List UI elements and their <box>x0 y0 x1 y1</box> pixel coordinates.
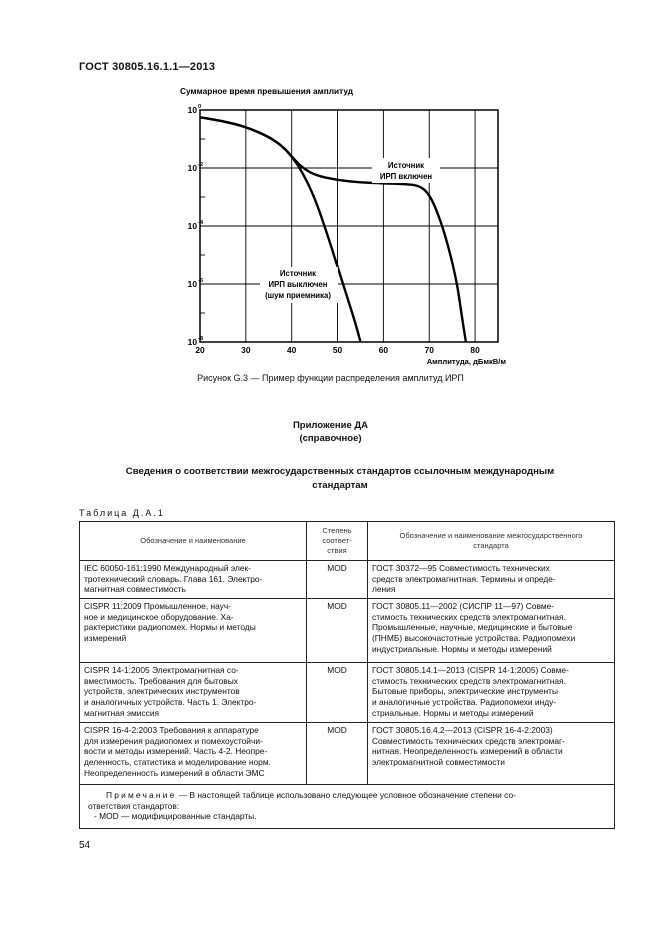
table-row <box>80 599 615 663</box>
cell-line: нитная. Неопределенность измерений в области <box>372 746 563 757</box>
header-degree-line: ствия <box>327 546 347 555</box>
cell-degree: MOD <box>307 561 368 599</box>
table-header-row <box>80 522 615 561</box>
section-title <box>90 465 590 493</box>
note-item: - MOD — модифицированные стандарты. <box>94 811 257 822</box>
cell-degree: MOD <box>307 723 368 785</box>
cell-line: (ПНМБ) высокочастотные устройства. Радиопомехи <box>372 633 576 644</box>
cell-line: Совместимость технических средств электромаг- <box>372 735 565 746</box>
y-tick-label: 10 <box>187 105 197 115</box>
cell-line: деленность, статистика и моделирование норм. <box>84 757 271 768</box>
note-text-first: — В настоящей таблице использовано следующее условное обозначение степени со- <box>178 790 516 800</box>
cell-line: стриальные. Нормы и методы измерений <box>372 707 534 718</box>
cell-line: ления <box>372 584 396 595</box>
series-curve-source-on <box>200 117 466 342</box>
series-label-on-line1: Источник <box>387 161 425 170</box>
x-tick-label: 50 <box>332 345 343 355</box>
chart-title: Суммарное время превышения амплитуд <box>180 86 354 96</box>
y-tick-label: 10 <box>187 221 197 231</box>
cell-line: индустриальные. Нормы и методы измерений <box>372 643 552 654</box>
cell-line: устройств, электрических инструментов <box>84 686 240 697</box>
y-tick-exponent: -4 <box>198 220 204 226</box>
correspondence-table <box>79 521 615 829</box>
table-caption: Таблица Д.А.1 <box>79 508 165 518</box>
y-tick-exponent: -2 <box>198 162 204 168</box>
chart-x-axis-label: Амплитуда, дБмкВ/м <box>426 357 506 366</box>
cell-national <box>368 723 615 785</box>
figure-caption: Рисунок G.3 — Пример функции распределения амплитуд ИРП <box>197 373 464 383</box>
cell-line: стимость технических средств электромагнитная. <box>372 611 566 622</box>
cell-line: для измерения радиопомех и помехоустойчи- <box>84 735 263 746</box>
table-note-row <box>80 785 615 829</box>
series-label-on-line2: ИРП включен <box>379 172 433 181</box>
series-label-off-line2: ИРП выключен <box>268 280 328 289</box>
note-line1 <box>106 790 606 801</box>
cell-line: CISPR 11:2009 Промышленное, науч- <box>84 601 232 611</box>
cell-line: Неопределенность измерений в области ЭМС <box>84 767 265 778</box>
cell-line: Бытовые приборы, электрические инструменты <box>372 686 559 697</box>
x-tick-label: 80 <box>470 345 480 355</box>
chart-grid <box>200 110 498 342</box>
cell-line: CISPR 14-1:2005 Электромагнитная со- <box>84 665 239 675</box>
cell-line: вместимость. Требования для бытовых <box>84 675 238 686</box>
table-row <box>80 561 615 599</box>
cell-line: тротехнический словарь. Глава 161. Электро- <box>84 573 263 584</box>
y-tick-label: 10 <box>187 163 197 173</box>
y-tick-label: 10 <box>187 279 197 289</box>
series-label-on <box>372 158 440 183</box>
cell-intl <box>80 599 307 663</box>
chart-curves <box>200 117 466 342</box>
y-tick-exponent: 0 <box>198 104 202 110</box>
cell-line: магнитная совместимость <box>84 584 186 595</box>
x-tick-label: 30 <box>241 345 251 355</box>
cell-line: и аналогичных устройств. Часть 1. Электро- <box>84 697 257 708</box>
cell-degree: MOD <box>307 663 368 723</box>
y-tick-exponent: -6 <box>198 278 204 284</box>
cell-line: вости и методы измерений. Часть 4-2. Неопре- <box>84 746 268 757</box>
amplitude-distribution-chart <box>170 82 520 368</box>
x-tick-label: 40 <box>287 345 297 355</box>
series-curve-source-off <box>200 117 360 342</box>
annex-heading <box>0 419 661 445</box>
cell-line: магнитная эмиссия <box>84 707 160 718</box>
header-national-line: стандарта <box>473 541 509 550</box>
chart-ticks <box>188 104 480 355</box>
cell-line: ГОСТ 30805.11—2002 (СИСПР 11—97) Совме- <box>372 601 555 611</box>
series-label-off-line3: (шум приемника) <box>265 291 331 300</box>
x-tick-label: 20 <box>195 345 205 355</box>
section-title-line2: стандартам <box>312 480 368 491</box>
header-degree <box>307 522 368 561</box>
annex-subtitle: (справочное) <box>299 433 362 444</box>
series-label-off <box>260 267 338 303</box>
cell-degree: MOD <box>307 599 368 663</box>
cell-line: ГОСТ 30805.16.4.2—2013 (CISPR 16-4-2:2003) <box>372 725 553 735</box>
note-text-second: ответствия стандартов: <box>88 800 180 811</box>
x-tick-label: 60 <box>378 345 389 355</box>
section-title-line1: Сведения о соответствии межгосударственных стандартов ссылочным международным <box>125 466 555 477</box>
cell-line: CISPR 16-4-2:2003 Требования к аппаратуре <box>84 725 259 735</box>
header-degree-line: Степень <box>322 526 352 535</box>
cell-line: ное и медицинское оборудование. Ха- <box>84 611 234 622</box>
cell-line: ГОСТ 30805.14.1—2013 (CISPR 14-1:2005) Совме- <box>372 665 569 675</box>
table-note <box>80 785 615 829</box>
cell-national <box>368 663 615 723</box>
cell-line: средств электромагнитная. Термины и опреде- <box>372 573 556 584</box>
cell-intl <box>80 561 307 599</box>
note-label: Примечание <box>106 790 177 800</box>
header-national-line: Обозначение и наименование межгосударственного <box>399 531 583 540</box>
header-intl-standard: Обозначение и наименование <box>80 522 307 561</box>
cell-line: рактеристики радиопомех. Нормы и методы <box>84 622 256 633</box>
cell-intl <box>80 663 307 723</box>
cell-line: электромагнитной совместимости <box>372 757 505 768</box>
document-header: ГОСТ 30805.16.1.1—2013 <box>79 61 216 73</box>
cell-line: измерений <box>84 633 127 644</box>
y-tick-label: 10 <box>187 337 197 347</box>
annex-title: Приложение ДА <box>292 420 369 431</box>
y-tick-exponent: -8 <box>198 336 204 342</box>
page-number: 54 <box>79 840 91 851</box>
cell-national <box>368 561 615 599</box>
header-national-standard <box>368 522 615 561</box>
cell-intl <box>80 723 307 785</box>
header-degree-line: соответ- <box>322 536 352 545</box>
cell-line: и аналогичные устройства. Радиопомехи инду- <box>372 697 557 708</box>
table-row <box>80 723 615 785</box>
cell-line: IEC 60050-161:1990 Международный элек- <box>84 563 251 573</box>
cell-national <box>368 599 615 663</box>
table-row <box>80 663 615 723</box>
x-tick-label: 70 <box>424 345 434 355</box>
cell-line: ГОСТ 30372—95 Совместимость технических <box>372 563 550 573</box>
cell-line: Промышленные, научные, медицинские и бытовые <box>372 622 573 633</box>
series-label-off-line1: Источник <box>279 269 317 278</box>
cell-line: стимость технических средств электромагнитная. <box>372 675 566 686</box>
